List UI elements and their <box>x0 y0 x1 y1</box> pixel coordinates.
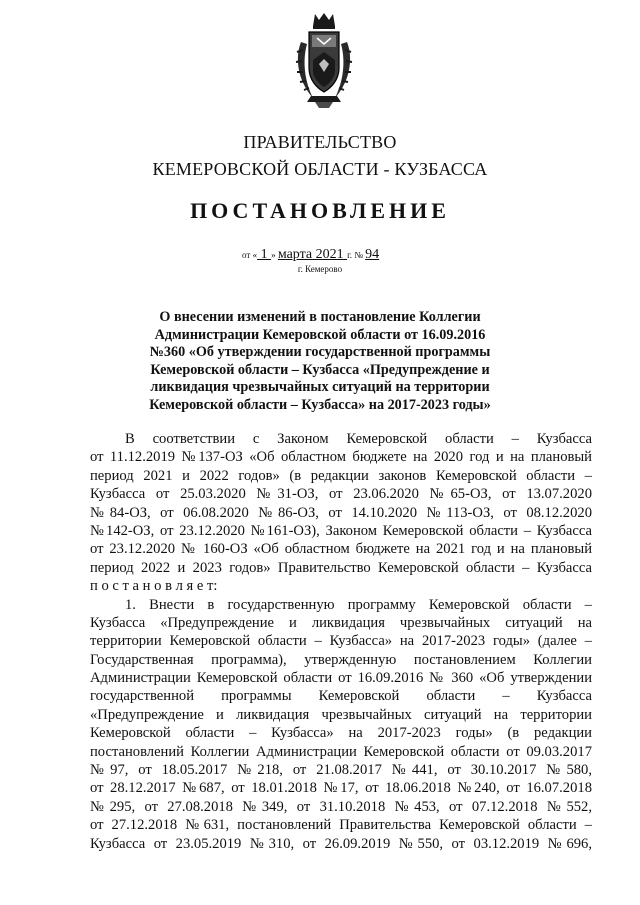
document-title <box>148 309 492 415</box>
body-line: «Предупреждение и ликвидация чрезвычайных ситуаций на территории <box>90 706 592 723</box>
body-line: от 28.12.2017 №687, от 18.01.2018 №17, от 18.06.2018 №240, от 16.07.2018 <box>90 780 592 797</box>
document-type-heading: ПОСТАНОВЛЕНИЕ <box>190 198 450 223</box>
government-title-line-2: КЕМЕРОВСКОЙ ОБЛАСТИ - КУЗБАССА <box>152 159 488 179</box>
body-line: от 11.12.2019 №137-ОЗ «Об областном бюджете на 2020 год и на плановый <box>90 449 592 466</box>
title-line: О внесении изменений в постановление Коллегии <box>159 309 481 325</box>
body-line: Государственная программа), утвержденную постановлением Коллегии <box>90 651 592 668</box>
date-prefix: от « <box>242 250 258 260</box>
title-line: Администрации Кемеровской области от 16.09.2016 <box>154 326 486 343</box>
body-line: территории Кемеровской области – Кузбасса» на 2017-2023 годы» (далее – <box>90 633 592 650</box>
date-day: 1 <box>257 247 272 262</box>
body-line: от 27.12.2018 №631, постановлений Правительства Кемеровской области – <box>90 817 592 834</box>
body-line: №295, от 27.08.2018 №349, от 31.10.2018 №453, от 07.12.2018 №552, <box>90 798 592 815</box>
coat-of-arms-emblem <box>293 12 355 110</box>
body-line: от 23.12.2020 № 160-ОЗ «Об областном бюджете на 2021 год и на плановый <box>90 541 592 558</box>
body-line: В соответствии с Законом Кемеровской области – Кузбасса <box>125 431 592 447</box>
body-line: №142-ОЗ, от 23.12.2020 №161-ОЗ), Законом Кемеровской области – Кузбасса <box>90 522 592 539</box>
date-number-row <box>242 247 379 263</box>
number-sign: № <box>354 250 366 260</box>
title-line: №360 «Об утверждении государственной программы <box>149 344 491 361</box>
body-line: 1. Внести в государственную программу Кемеровской области – <box>125 596 592 613</box>
date-close-quote: » <box>271 250 278 260</box>
body-line: Кузбасса «Предупреждение и ликвидация чрезвычайных ситуаций на <box>90 614 592 631</box>
body-line: период 2022 и 2023 годов» Правительство Кемеровской области – Кузбасса <box>90 559 592 576</box>
body-line: №97, от 18.05.2017 №218, от 21.08.2017 №441, от 30.10.2017 №580, <box>90 762 592 779</box>
body-line: постановлений Коллегии Администрации Кемеровской области от 09.03.2017 <box>90 743 592 760</box>
body-line: период 2021 и 2022 годов» (в редакции законов Кемеровской области – <box>90 467 592 484</box>
title-line: ликвидация чрезвычайных ситуаций на территории <box>150 379 490 396</box>
document-number: 94 <box>365 247 380 262</box>
city-label: г. Кемерово <box>297 264 343 274</box>
government-title-line-1: ПРАВИТЕЛЬСТВО <box>243 132 397 152</box>
body-line: Кузбасса от 23.05.2019 №310, от 26.09.2019 №550, от 03.12.2019 №696, <box>90 835 592 852</box>
document-body <box>90 430 592 853</box>
title-line: Кемеровской области – Кузбасса» на 2017-2023 годы» <box>149 396 491 413</box>
body-line: №84-ОЗ, от 06.08.2020 №86-ОЗ, от 14.10.2020 №113-ОЗ, от 08.12.2020 <box>90 504 592 521</box>
body-line: Кузбасса от 25.03.2020 №31-ОЗ, от 23.06.2020 №65-ОЗ, от 13.07.2020 <box>90 486 592 503</box>
body-line: Администрации Кемеровской области от 16.09.2016 № 360 «Об утверждении <box>90 670 592 687</box>
body-line: государственной программы Кемеровской области – Кузбасса <box>90 688 592 705</box>
body-line: Кемеровской области – Кузбасса» на 2017-2023 годы» (в редакции <box>90 725 592 742</box>
body-line: п о с т а н о в л я е т: <box>90 578 218 595</box>
date-month-year: марта 2021 <box>277 247 348 262</box>
date-year-suffix: г. <box>347 250 355 260</box>
title-line: Кемеровской области – Кузбасса «Предупреждение и <box>150 361 490 378</box>
